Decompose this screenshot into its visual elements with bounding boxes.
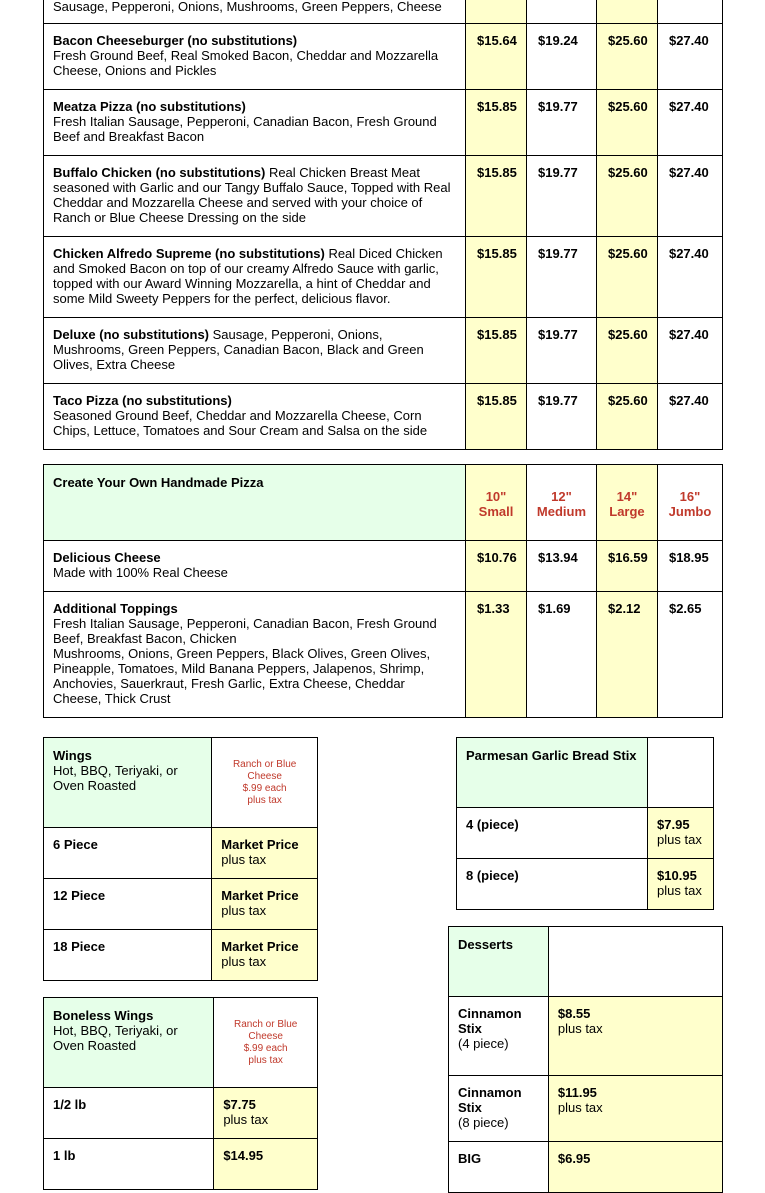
price-small: $15.85 (466, 237, 527, 318)
table-row (44, 1088, 318, 1139)
menu-item-name: Buffalo Chicken (no substitutions) (53, 165, 266, 180)
menu-item-desc: Sausage, Pepperoni, Onions, Mushrooms, Green Peppers, Canadian Bacon, Black and Green Olives, Extra Cheese (53, 327, 424, 372)
price-cell: $11.95 plus tax (548, 1076, 722, 1142)
price-jumbo: $27.40 (657, 90, 722, 156)
price-cell: $10.95 plus tax (648, 859, 714, 910)
dessert-name: Cinnamon Stix (458, 1085, 522, 1115)
size-cell: 1 lb (44, 1139, 214, 1190)
menu-item-desc: Seasoned Ground Beef, Cheddar and Mozzarella Cheese, Corn Chips, Lettuce, Tomatoes and Sour Cream and Salsa on the side (53, 408, 428, 438)
price-medium: $19.77 (527, 90, 597, 156)
menu-item-cell (44, 237, 466, 318)
menu-item-cell (44, 156, 466, 237)
section-title: Desserts (449, 927, 549, 997)
price-small: $1.33 (466, 592, 527, 718)
menu-item-name: Taco Pizza (no substitutions) (53, 393, 232, 408)
menu-item-desc: Fresh Ground Beef, Real Smoked Bacon, Cheddar and Mozzarella Cheese, Onions and Pickles (53, 48, 439, 78)
table-row (44, 930, 318, 981)
boneless-wings-table (43, 997, 318, 1190)
dessert-qty: (4 piece) (458, 1036, 509, 1051)
size-cell: 18 Piece (44, 930, 212, 981)
menu-item-cell (44, 384, 466, 450)
table-row (44, 465, 723, 541)
price-cell: $7.95 plus tax (648, 808, 714, 859)
price-cell: Market Price plus tax (212, 879, 318, 930)
table-row (44, 156, 723, 237)
size-header-small: 10" Small (466, 465, 527, 541)
garlic-stix-table (456, 737, 714, 910)
menu-item-name: Deluxe (no substitutions) (53, 327, 209, 342)
menu-item-cell (44, 24, 466, 90)
price-large: $25.60 (596, 384, 657, 450)
desserts-table (448, 926, 723, 1193)
price-cell: Market Price plus tax (212, 930, 318, 981)
table-row (457, 738, 714, 808)
menu-item-desc: Fresh Italian Sausage, Pepperoni, Canadian Bacon, Fresh Ground Beef and Breakfast Bacon (53, 114, 437, 144)
table-row (44, 384, 723, 450)
table-row (44, 90, 723, 156)
price-large: $25.60 (596, 90, 657, 156)
price-cell: $7.75 plus tax (214, 1088, 318, 1139)
price-cell: $14.95 (214, 1139, 318, 1190)
size-header-medium: 12" Medium (527, 465, 597, 541)
price-jumbo: $27.40 (657, 384, 722, 450)
menu-item-desc: Real Chicken Breast Meat seasoned with Garlic and our Tangy Buffalo Sauce, Topped with Real Cheddar and Mozzarella Cheese and served with your choice of Ranch or Blue Cheese Dressing on the side (53, 165, 451, 225)
price-large: $25.60 (596, 237, 657, 318)
size-cell: 12 Piece (44, 879, 212, 930)
dipping-sauce-note: Ranch or Blue Cheese $.99 each plus tax (214, 998, 318, 1088)
table-row (44, 541, 723, 592)
price-large: $25.60 (596, 24, 657, 90)
size-cell: 8 (piece) (457, 859, 648, 910)
section-title: Create Your Own Handmade Pizza (44, 465, 466, 541)
menu-item-name: Meatza Pizza (no substitutions) (53, 99, 246, 114)
size-cell: 1/2 lb (44, 1088, 214, 1139)
price-cell (466, 0, 527, 24)
price-jumbo: $27.40 (657, 24, 722, 90)
menu-item-name: Delicious Cheese (53, 550, 161, 565)
price-medium: $19.77 (527, 384, 597, 450)
menu-item-desc: Fresh Italian Sausage, Pepperoni, Canadian Bacon, Fresh Ground Beef, Breakfast Bacon, Chicken (53, 616, 437, 646)
menu-item-desc: Mushrooms, Onions, Green Peppers, Black Olives, Green Olives, Pineapple, Tomatoes, Mild Banana Peppers, Jalapenos, Shrimp, Anchovies, Sauerkraut, Fresh Garlic, Extra Cheese, Cheddar Cheese, Thick Crust (53, 646, 431, 706)
wings-table (43, 737, 318, 981)
table-row (44, 879, 318, 930)
price-large: $25.60 (596, 318, 657, 384)
dipping-sauce-note: Ranch or Blue Cheese $.99 each plus tax (212, 738, 318, 828)
menu-item-cell (44, 541, 466, 592)
menu-item-desc: Sausage, Pepperoni, Onions, Mushrooms, Green Peppers, Cheese (53, 0, 442, 14)
create-your-own-table (43, 464, 723, 718)
price-medium: $19.77 (527, 318, 597, 384)
price-large: $2.12 (596, 592, 657, 718)
size-cell: 6 Piece (44, 828, 212, 879)
section-title: Parmesan Garlic Bread Stix (457, 738, 648, 808)
price-medium: $19.77 (527, 156, 597, 237)
section-title: Wings (53, 748, 92, 763)
table-row (44, 828, 318, 879)
price-cell: $8.55 plus tax (548, 997, 722, 1076)
price-jumbo: $2.65 (657, 592, 722, 718)
table-row (44, 237, 723, 318)
table-row (449, 927, 723, 997)
menu-item-name: Bacon Cheeseburger (no substitutions) (53, 33, 298, 48)
dessert-cell (449, 1076, 549, 1142)
table-row (44, 1139, 318, 1190)
price-small: $10.76 (466, 541, 527, 592)
dessert-name: Cinnamon Stix (458, 1006, 522, 1036)
price-jumbo: $18.95 (657, 541, 722, 592)
menu-item-cell (44, 318, 466, 384)
section-desc: Hot, BBQ, Teriyaki, or Oven Roasted (53, 763, 178, 793)
price-medium: $13.94 (527, 541, 597, 592)
table-row (457, 859, 714, 910)
price-medium: $19.77 (527, 237, 597, 318)
price-large: $16.59 (596, 541, 657, 592)
section-title: Boneless Wings (53, 1008, 154, 1023)
price-cell (596, 0, 657, 24)
menu-item-cell (44, 0, 466, 24)
table-row (449, 997, 723, 1076)
dessert-name: BIG (458, 1151, 482, 1166)
size-header-jumbo: 16" Jumbo (657, 465, 722, 541)
menu-item-cell (44, 90, 466, 156)
price-jumbo: $27.40 (657, 237, 722, 318)
menu-item-name: Chicken Alfredo Supreme (no substitutions) (53, 246, 325, 261)
table-row (457, 808, 714, 859)
table-row (44, 24, 723, 90)
price-small: $15.85 (466, 318, 527, 384)
price-cell: Market Price plus tax (212, 828, 318, 879)
price-jumbo: $27.40 (657, 156, 722, 237)
dessert-cell (449, 1142, 549, 1193)
price-small: $15.85 (466, 90, 527, 156)
size-cell: 4 (piece) (457, 808, 648, 859)
table-row (44, 998, 318, 1088)
section-header (44, 738, 212, 828)
price-cell (527, 0, 597, 24)
price-medium: $19.24 (527, 24, 597, 90)
header-blank-cell (648, 738, 714, 808)
price-large: $25.60 (596, 156, 657, 237)
price-cell: $6.95 (548, 1142, 722, 1193)
table-row (44, 592, 723, 718)
menu-item-desc: Real Diced Chicken and Smoked Bacon on top of our creamy Alfredo Sauce with garlic, topped with our Award Winning Mozzarella, a hint of Cheddar and some Mild Sweety Peppers for the perfect, delicious flavor. (53, 246, 443, 306)
menu-item-name: Additional Toppings (53, 601, 178, 616)
table-row (44, 0, 723, 24)
price-small: $15.85 (466, 384, 527, 450)
table-row (449, 1076, 723, 1142)
specialty-pizza-table (43, 0, 723, 450)
price-small: $15.64 (466, 24, 527, 90)
price-medium: $1.69 (527, 592, 597, 718)
price-jumbo: $27.40 (657, 318, 722, 384)
dessert-cell (449, 997, 549, 1076)
section-header (44, 998, 214, 1088)
table-row (44, 318, 723, 384)
dessert-qty: (8 piece) (458, 1115, 509, 1130)
price-cell (657, 0, 722, 24)
menu-item-cell (44, 592, 466, 718)
menu-item-desc: Made with 100% Real Cheese (53, 565, 228, 580)
header-blank-cell (548, 927, 722, 997)
table-row (44, 738, 318, 828)
table-row (449, 1142, 723, 1193)
price-small: $15.85 (466, 156, 527, 237)
size-header-large: 14" Large (596, 465, 657, 541)
section-desc: Hot, BBQ, Teriyaki, or Oven Roasted (53, 1023, 178, 1053)
